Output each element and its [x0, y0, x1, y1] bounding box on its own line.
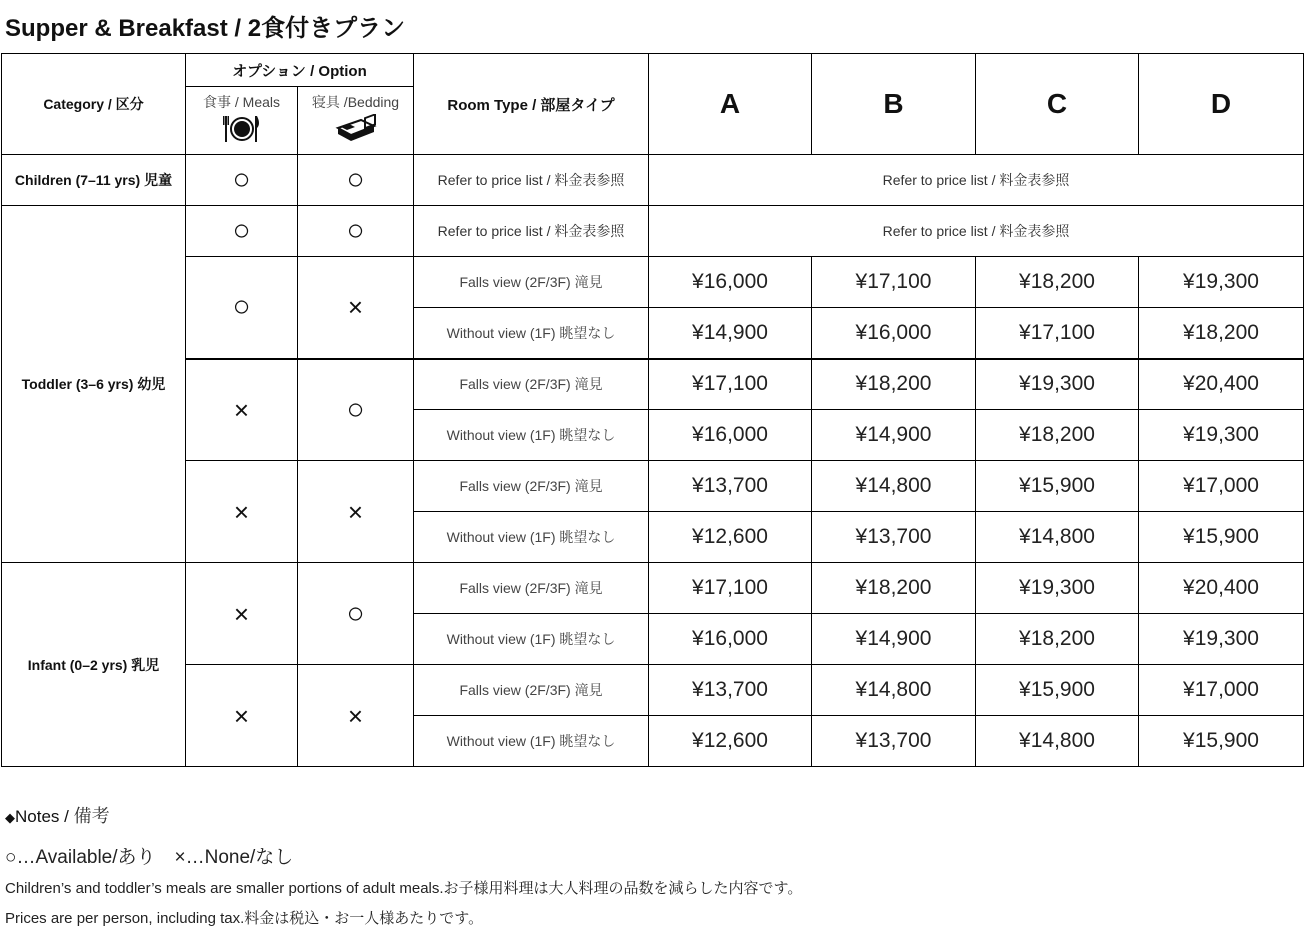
bedding-mark: ○ [298, 155, 414, 206]
meals-mark: ○ [186, 155, 298, 206]
plate-fork-knife-icon [222, 114, 262, 144]
notes-title-jp: 備考 [73, 806, 110, 826]
meals-mark: × [186, 563, 298, 665]
header-bedding-label: 寝具 /Bedding [311, 94, 400, 110]
bedding-mark: × [298, 461, 414, 563]
header-col-d: D [1139, 54, 1304, 155]
room-type-without: Without view (1F) 眺望なし [414, 410, 649, 461]
note-line-meals: Children’s and toddler’s meals are smaller portions of adult meals.お子様用料理は大人料理の品数を減らした内容です。 [5, 880, 803, 897]
header-meals [186, 87, 298, 155]
price-cell: ¥18,200 [1139, 308, 1304, 359]
meals-mark: × [186, 665, 298, 767]
price-refer: Refer to price list / 料金表参照 [649, 155, 1304, 206]
price-cell: ¥18,200 [976, 257, 1139, 308]
header-bedding [298, 87, 414, 155]
notes-title-en: Notes [15, 807, 60, 826]
price-cell: ¥14,800 [976, 512, 1139, 563]
meals-mark: ○ [186, 206, 298, 257]
bedding-mark: ○ [298, 206, 414, 257]
price-cell: ¥20,400 [1139, 359, 1304, 410]
price-cell: ¥16,000 [649, 614, 812, 665]
header-col-c: C [976, 54, 1139, 155]
header-col-a: A [649, 54, 812, 155]
bedding-mark: ○ [298, 563, 414, 665]
category-infant: Infant (0–2 yrs) 乳児 [2, 563, 186, 767]
price-cell: ¥14,800 [812, 665, 976, 716]
price-cell: ¥17,000 [1139, 461, 1304, 512]
meals-mark: × [186, 461, 298, 563]
page-title: Supper & Breakfast / 2食付きプラン [5, 15, 406, 42]
meals-mark: × [186, 359, 298, 461]
price-cell: ¥12,600 [649, 716, 812, 767]
header-room-type: Room Type / 部屋タイプ [414, 54, 649, 155]
price-cell: ¥14,900 [812, 614, 976, 665]
bed-icon [335, 114, 377, 144]
price-cell: ¥15,900 [1139, 716, 1304, 767]
bedding-mark: × [298, 665, 414, 767]
price-cell: ¥15,900 [976, 665, 1139, 716]
price-cell: ¥15,900 [1139, 512, 1304, 563]
price-cell: ¥14,900 [649, 308, 812, 359]
price-cell: ¥16,000 [649, 257, 812, 308]
price-cell: ¥16,000 [649, 410, 812, 461]
price-cell: ¥18,200 [976, 614, 1139, 665]
room-type-falls: Falls view (2F/3F) 滝見 [414, 665, 649, 716]
price-cell: ¥17,000 [1139, 665, 1304, 716]
price-cell: ¥19,300 [1139, 257, 1304, 308]
bedding-mark: × [298, 257, 414, 359]
header-meals-label: 食事 / Meals [202, 94, 280, 110]
price-cell: ¥18,200 [976, 410, 1139, 461]
price-cell: ¥19,300 [1139, 614, 1304, 665]
price-cell: ¥18,200 [812, 563, 976, 614]
note-line-prices: Prices are per person, including tax.料金は税込・お一人様あたりです。 [5, 910, 484, 927]
room-type-without: Without view (1F) 眺望なし [414, 614, 649, 665]
category-toddler: Toddler (3–6 yrs) 幼児 [2, 206, 186, 563]
price-cell: ¥17,100 [976, 308, 1139, 359]
price-cell: ¥13,700 [649, 461, 812, 512]
notes-section [5, 802, 1295, 937]
room-type-falls: Falls view (2F/3F) 滝見 [414, 359, 649, 410]
price-cell: ¥17,100 [649, 359, 812, 410]
room-type-without: Without view (1F) 眺望なし [414, 512, 649, 563]
header-category: Category / 区分 [2, 54, 186, 155]
room-type-falls: Falls view (2F/3F) 滝見 [414, 563, 649, 614]
header-col-b: B [812, 54, 976, 155]
price-cell: ¥14,900 [812, 410, 976, 461]
price-cell: ¥15,900 [976, 461, 1139, 512]
room-type-without: Without view (1F) 眺望なし [414, 716, 649, 767]
room-type-refer: Refer to price list / 料金表参照 [414, 155, 649, 206]
price-cell: ¥13,700 [649, 665, 812, 716]
header-option: オプション / Option [186, 54, 414, 87]
price-cell: ¥13,700 [812, 512, 976, 563]
price-cell: ¥19,300 [1139, 410, 1304, 461]
price-cell: ¥19,300 [976, 359, 1139, 410]
price-cell: ¥17,100 [649, 563, 812, 614]
price-cell: ¥14,800 [976, 716, 1139, 767]
price-cell: ¥16,000 [812, 308, 976, 359]
notes-title-sep: / [59, 807, 74, 826]
price-refer: Refer to price list / 料金表参照 [649, 206, 1304, 257]
price-cell: ¥18,200 [812, 359, 976, 410]
room-type-refer: Refer to price list / 料金表参照 [414, 206, 649, 257]
meals-mark: ○ [186, 257, 298, 359]
bedding-mark: ○ [298, 359, 414, 461]
notes-legend: ○…Available/あり ×…None/なし [5, 847, 294, 868]
price-cell: ¥13,700 [812, 716, 976, 767]
price-cell: ¥19,300 [976, 563, 1139, 614]
price-cell: ¥14,800 [812, 461, 976, 512]
room-type-without: Without view (1F) 眺望なし [414, 308, 649, 359]
notes-title [5, 802, 1295, 828]
up-down-diamond-icon: ◆ [5, 810, 15, 825]
price-table [1, 53, 1304, 767]
room-type-falls: Falls view (2F/3F) 滝見 [414, 257, 649, 308]
price-cell: ¥12,600 [649, 512, 812, 563]
room-type-falls: Falls view (2F/3F) 滝見 [414, 461, 649, 512]
category-children: Children (7–11 yrs) 児童 [2, 155, 186, 206]
price-cell: ¥20,400 [1139, 563, 1304, 614]
price-cell: ¥17,100 [812, 257, 976, 308]
